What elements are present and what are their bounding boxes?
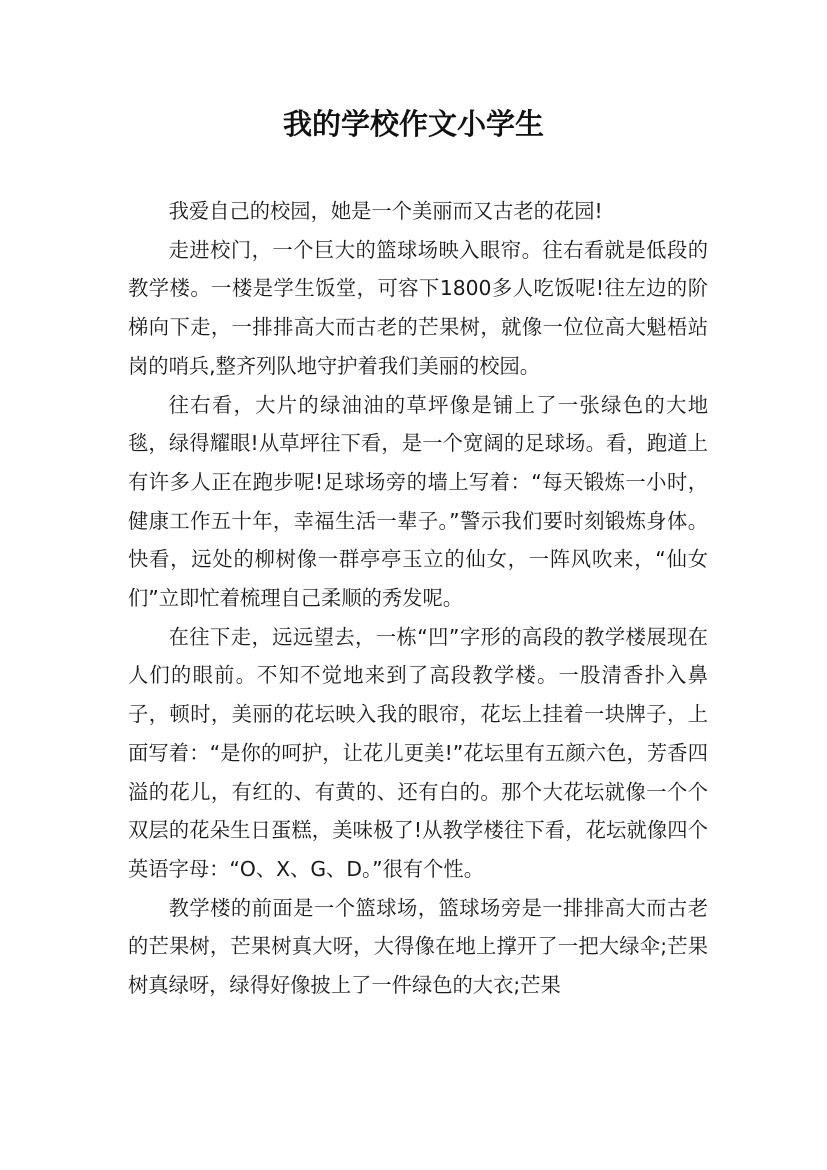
paragraph: 往右看，大片的绿油油的草坪像是铺上了一张绿色的大地毯，绿得耀眼!从草坪往下看，是一个宽阔的足球场。看，跑道上有许多人正在跑步呢!足球场旁的墙上写着：“每天锻炼一小时，健康工作五十年，幸福生活一辈子。”警示我们要时刻锻炼身体。快看，远处的柳树像一群亭亭玉立的仙女，一阵风吹来，“仙女们”立即忙着梳理自己柔顺的秀发呢。: [128, 392, 708, 611]
document-title: 我的学校作文小学生: [282, 107, 544, 141]
paragraph: 我爱自己的校园，她是一个美丽而又古老的花园!: [168, 199, 603, 223]
paragraph: 走进校门，一个巨大的篮球场映入眼帘。往右看就是低段的教学楼。一楼是学生饭堂，可容下1800多人吃饭呢!往左边的阶梯向下走，一排排高大而古老的芒果树，就像一位位高大魁梧站岗的哨兵,整齐列队地守护着我们美丽的校园。: [128, 237, 708, 378]
paragraph: 教学楼的前面是一个篮球场，篮球场旁是一排排高大而古老的芒果树，芒果树真大呀，大得像在地上撑开了一把大绿伞;芒果树真绿呀，绿得好像披上了一件绿色的大衣;芒果: [128, 895, 708, 998]
document-body: [128, 192, 708, 1005]
paragraph: 在往下走，远远望去，一栋“凹”字形的高段的教学楼展现在人们的眼前。不知不觉地来到了高段教学楼。一股清香扑入鼻子，顿时，美丽的花坛映入我的眼帘，花坛上挂着一块牌子，上面写着：“是你的呵护，让花儿更美!”花坛里有五颜六色，芳香四溢的花儿，有红的、有黄的、还有白的。那个大花坛就像一个个双层的花朵生日蛋糕，美味极了!从教学楼往下看，花坛就像四个英语字母：“O、X、G、D。”很有个性。: [128, 624, 708, 881]
